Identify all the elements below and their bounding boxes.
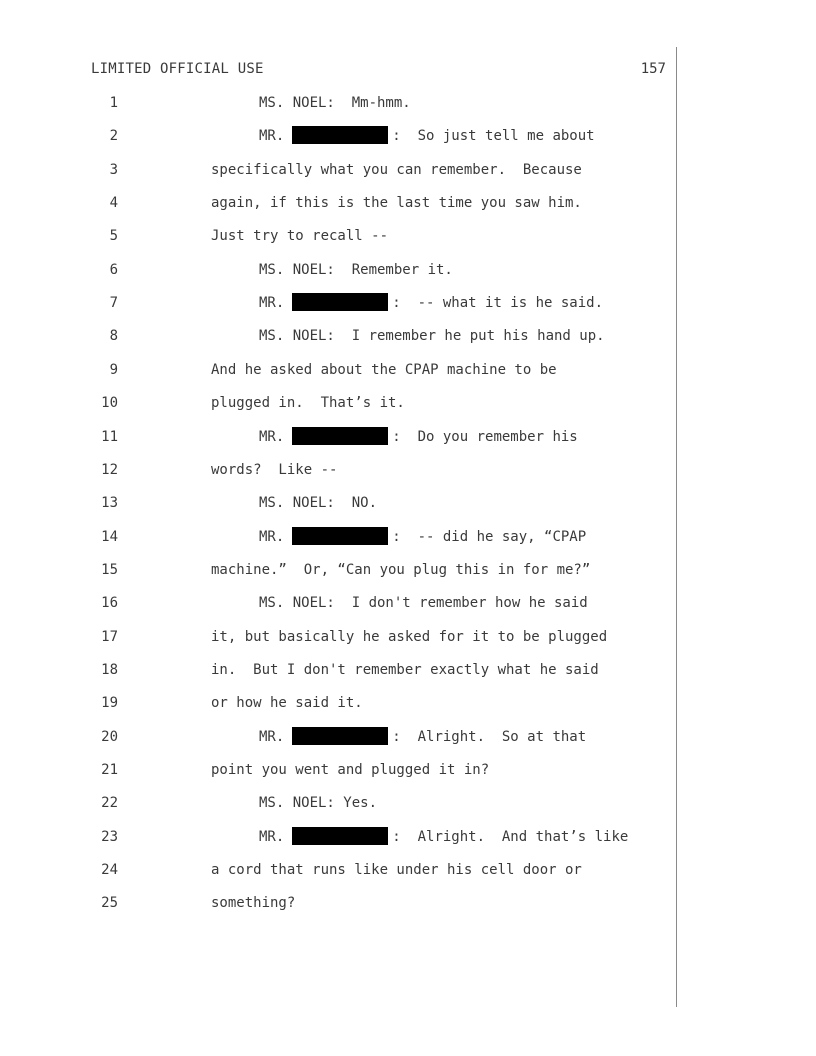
transcript-line (0, 160, 676, 180)
speaker-label: MS. NOEL: (259, 95, 335, 111)
line-content: plugged in. That’s it. (211, 395, 405, 412)
line-number: 8 (109, 328, 118, 345)
line-content: : Do you remember his (392, 428, 578, 445)
line-text (211, 760, 489, 780)
line-content: And he asked about the CPAP machine to be (211, 361, 557, 378)
speaker-label: MR. (259, 828, 285, 845)
line-number: 21 (101, 762, 118, 778)
line-number: 17 (101, 628, 118, 645)
line-content: Remember it. (334, 261, 453, 278)
page-number: 157 (640, 61, 666, 77)
speaker-label: MR. (259, 528, 285, 545)
line-number: 2 (109, 128, 118, 145)
transcript-line (0, 93, 676, 113)
line-number: 23 (101, 828, 118, 845)
transcript-line (0, 493, 676, 513)
line-number: 12 (101, 461, 118, 478)
redaction-box (292, 293, 388, 311)
line-number: 16 (101, 595, 118, 612)
line-number: 1 (109, 95, 118, 111)
line-number: 4 (109, 195, 118, 212)
line-text (211, 693, 363, 713)
line-text (259, 827, 628, 847)
transcript-line (0, 560, 676, 580)
transcript-line (0, 360, 676, 380)
transcript-line (0, 760, 676, 780)
line-text (259, 93, 411, 113)
line-text (211, 860, 582, 880)
page-margin-rule (676, 47, 677, 1007)
speaker-label: MS. NOEL: (259, 595, 335, 612)
speaker-label: MS. NOEL: (259, 795, 335, 812)
line-number: 15 (101, 561, 118, 578)
line-number: 19 (101, 695, 118, 712)
line-text (211, 160, 582, 180)
line-text (259, 727, 586, 747)
transcript-line (0, 793, 676, 813)
line-text (211, 560, 590, 580)
line-text (259, 293, 603, 313)
line-number: 5 (109, 228, 118, 245)
line-number: 6 (109, 261, 118, 278)
line-content: : -- what it is he said. (392, 295, 604, 312)
line-content: I don't remember how he said (334, 595, 588, 612)
line-number: 22 (101, 795, 118, 812)
transcript-line (0, 226, 676, 246)
line-number: 9 (109, 361, 118, 378)
line-content: Mm-hmm. (334, 95, 411, 111)
line-text (259, 527, 586, 547)
transcript-line (0, 427, 676, 447)
line-text (211, 893, 295, 913)
transcript-line (0, 260, 676, 280)
line-text (259, 793, 377, 813)
transcript-line (0, 827, 676, 847)
line-text (211, 627, 607, 647)
speaker-label: MR. (259, 128, 285, 145)
redaction-box (292, 527, 388, 545)
speaker-label: MR. (259, 295, 285, 312)
redaction-box (292, 727, 388, 745)
speaker-label: MR. (259, 428, 285, 445)
redaction-box (292, 427, 388, 445)
line-text (259, 326, 605, 346)
speaker-label: MS. NOEL: (259, 261, 335, 278)
transcript-line (0, 460, 676, 480)
line-text (211, 226, 388, 246)
line-text (259, 593, 588, 613)
line-number: 24 (101, 862, 118, 879)
line-content: point you went and plugged it in? (211, 762, 490, 778)
transcript-line (0, 660, 676, 680)
classification-header: LIMITED OFFICIAL USE (91, 61, 264, 77)
speaker-label: MS. NOEL: (259, 328, 335, 345)
transcript-line (0, 393, 676, 413)
line-content: : So just tell me about (392, 128, 595, 145)
line-number: 18 (101, 661, 118, 678)
line-text (259, 126, 595, 146)
speaker-label: MR. (259, 728, 285, 745)
line-text (211, 460, 337, 480)
line-number: 7 (109, 295, 118, 312)
line-content: I remember he put his hand up. (334, 328, 605, 345)
line-number: 11 (101, 428, 118, 445)
line-text (211, 660, 599, 680)
line-content: words? Like -- (211, 461, 338, 478)
transcript-line (0, 893, 676, 913)
redaction-box (292, 126, 388, 144)
speaker-label: MS. NOEL: (259, 495, 335, 512)
line-content: : -- did he say, “CPAP (392, 528, 587, 545)
line-text (211, 193, 582, 213)
line-content: Just try to recall -- (211, 228, 389, 245)
line-text (259, 260, 453, 280)
transcript-line (0, 627, 676, 647)
transcript-line (0, 693, 676, 713)
transcript-line (0, 126, 676, 146)
line-number: 10 (101, 395, 118, 412)
transcript-line (0, 527, 676, 547)
redaction-box (292, 827, 388, 845)
line-number: 3 (109, 161, 118, 178)
line-content: something? (211, 895, 296, 912)
line-content: NO. (334, 495, 378, 512)
line-text (259, 493, 377, 513)
line-text (211, 393, 405, 413)
transcript-line (0, 593, 676, 613)
line-number: 13 (101, 495, 118, 512)
line-content: or how he said it. (211, 695, 363, 712)
line-number: 14 (101, 528, 118, 545)
line-content: again, if this is the last time you saw him. (211, 195, 582, 212)
transcript-line (0, 193, 676, 213)
line-content: specifically what you can remember. Because (211, 161, 582, 178)
line-number: 20 (101, 728, 118, 745)
line-content: a cord that runs like under his cell door or (211, 862, 582, 879)
line-content: : Alright. And that’s like (392, 828, 629, 845)
transcript-line (0, 860, 676, 880)
line-content: : Alright. So at that (392, 728, 587, 745)
line-content: machine.” Or, “Can you plug this in for me?” (211, 561, 591, 578)
transcript-line (0, 326, 676, 346)
transcript-line (0, 727, 676, 747)
line-content: Yes. (334, 795, 378, 812)
transcript-line (0, 293, 676, 313)
line-number: 25 (101, 895, 118, 912)
line-text (259, 427, 578, 447)
line-text (211, 360, 557, 380)
line-content: in. But I don't remember exactly what he said (211, 661, 599, 678)
line-content: it, but basically he asked for it to be plugged (211, 628, 608, 645)
